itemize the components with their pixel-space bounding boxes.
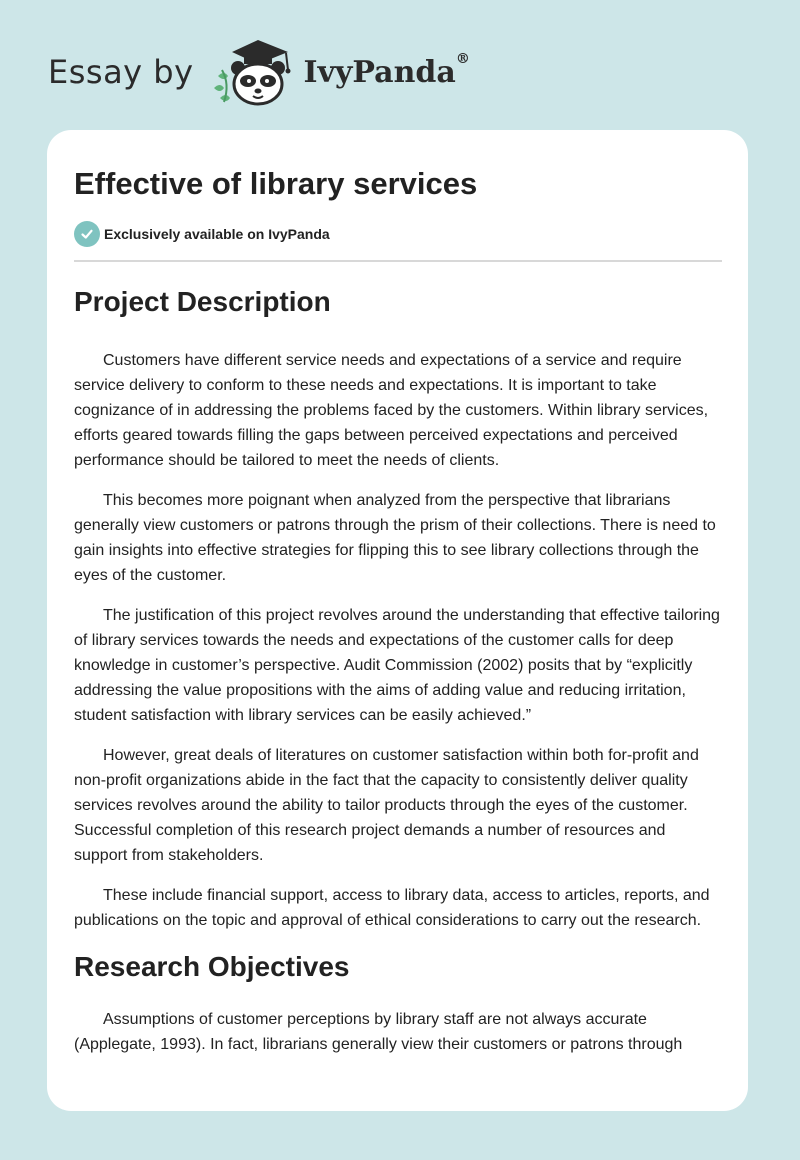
panda-graduate-icon xyxy=(208,36,300,108)
divider xyxy=(74,260,722,262)
paragraph: These include financial support, access to library data, access to articles, reports, and publications on the topic and approval of ethical considerations to carry out the research. xyxy=(74,887,710,929)
paragraph: The justification of this project revolves around the understanding that effective tailoring of library services towards the needs and expectations of the customer calls for deep knowledge in customer’s perspective. Audit Commission (2002) posits that by “explicitly addressing the value propositions with the aims of adding value and reducing irritation, student satisfaction with library services can be easily achieved.” xyxy=(74,607,720,724)
paragraph: However, great deals of literatures on customer satisfaction within both for-profit and non-profit organizations abide in the fact that the capacity to consistently deliver quality services revolves around the ability to tailor products through the eyes of the customer. Successful completion of this research project demands a number of resources and support from stakeholders. xyxy=(74,747,699,864)
badge-label: Exclusively available on IvyPanda xyxy=(104,226,330,242)
checkmark-icon xyxy=(74,221,100,247)
page-title: Effective of library services xyxy=(74,166,478,201)
registered-mark: ® xyxy=(455,50,470,67)
essay-card xyxy=(47,130,748,1111)
paragraph: Assumptions of customer perceptions by library staff are not always accurate (Applegate, 1993). In fact, librarians generally view their customers or patrons through xyxy=(74,1011,683,1053)
section-heading-research-objectives: Research Objectives xyxy=(74,951,350,982)
site-header xyxy=(48,36,470,108)
brand-name: IvyPanda® xyxy=(303,50,470,90)
paragraph: Customers have different service needs and expectations of a service and require service delivery to conform to these needs and expectations. It is important to take cognizance of in addressing the problems faced by the customers. Within library services, efforts geared towards filling the gaps between perceived expectations and perceived performance should be tailored to meet the needs of clients. xyxy=(74,352,709,469)
exclusive-badge xyxy=(74,221,722,247)
section-heading-project-description: Project Description xyxy=(74,286,331,317)
section-body-research-objectives xyxy=(74,1007,722,1057)
essay-by-label: Essay by xyxy=(48,53,194,91)
paragraph: This becomes more poignant when analyzed from the perspective that librarians generally view customers or patrons through the prism of their collections. There is need to gain insights into effective strategies for flipping this to see library collections through the eyes of the customer. xyxy=(74,492,716,584)
section-body-project-description xyxy=(74,348,722,933)
